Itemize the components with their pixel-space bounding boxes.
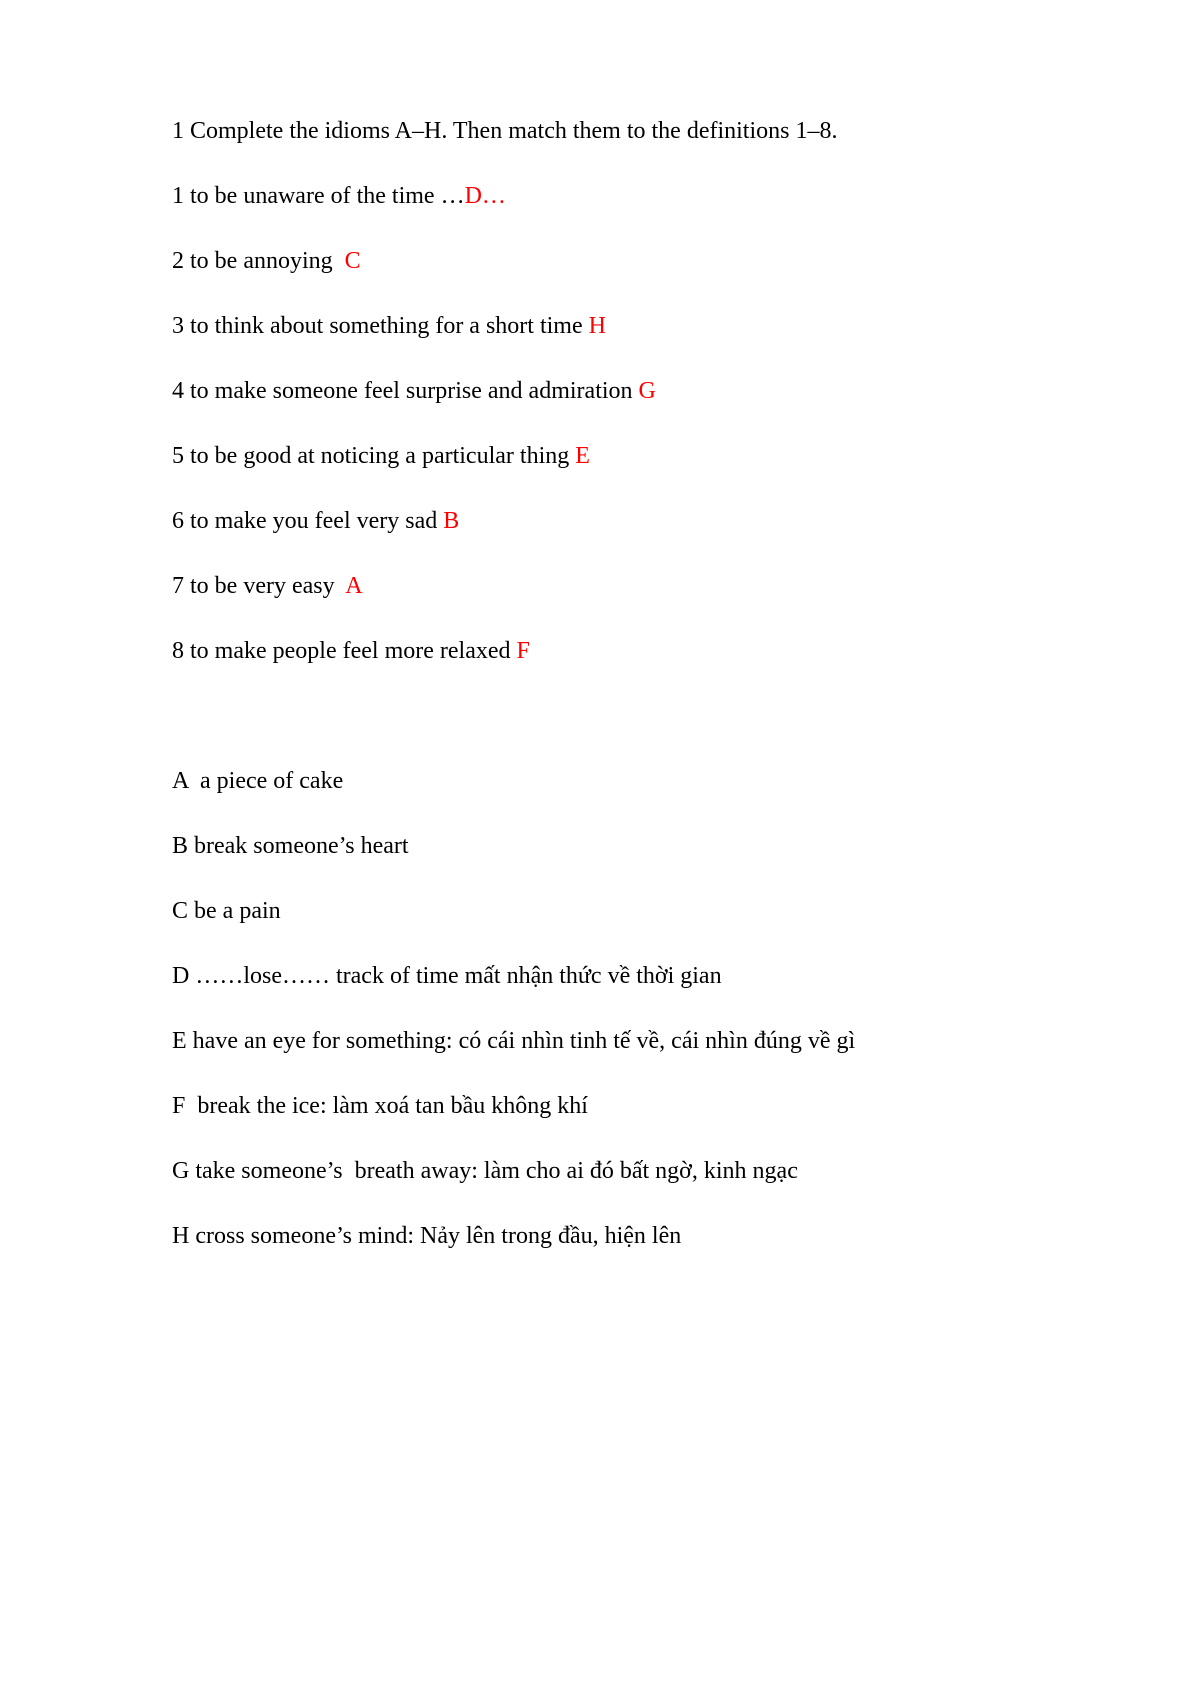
definition-answer: F — [516, 638, 530, 664]
idiom-h: H cross someone’s mind: Nảy lên trong đầu, hiện lên — [172, 1223, 682, 1249]
idiom-c: C be a pain — [172, 898, 281, 924]
definition-text: 6 to make you feel very sad — [172, 508, 444, 534]
definition-text: 2 to be annoying — [172, 248, 345, 274]
definition-text: 7 to be very easy — [172, 573, 346, 599]
definition-answer: B — [443, 508, 460, 534]
idiom-f: F break the ice: làm xoá tan bầu không khí — [172, 1093, 588, 1119]
idiom-d: D ……lose…… track of time mất nhận thức về thời gian — [172, 963, 722, 989]
definition-4 — [172, 376, 656, 406]
exercise-title: 1 Complete the idioms A–H. Then match them to the definitions 1–8. — [172, 118, 838, 144]
definition-1 — [172, 181, 506, 211]
definition-text: 3 to think about something for a short time — [172, 313, 589, 339]
definition-text: 5 to be good at noticing a particular thing — [172, 443, 576, 469]
definition-2 — [172, 246, 361, 276]
definition-answer: D — [464, 183, 482, 209]
definition-answer: A — [345, 573, 363, 599]
idiom-g: G take someone’s breath away: làm cho ai đó bất ngờ, kinh ngạc — [172, 1158, 798, 1184]
idiom-b: B break someone’s heart — [172, 833, 409, 859]
definition-suffix: … — [481, 183, 506, 209]
definition-answer: G — [638, 378, 656, 404]
definition-7 — [172, 571, 363, 601]
definition-text: 4 to make someone feel surprise and admiration — [172, 378, 639, 404]
definition-text: 1 to be unaware of the time … — [172, 183, 465, 209]
definition-5 — [172, 441, 590, 471]
definition-3 — [172, 311, 606, 341]
idiom-e: E have an eye for something: có cái nhìn tinh tế về, cái nhìn đúng về gì — [172, 1028, 856, 1054]
definition-answer: H — [588, 313, 606, 339]
definition-answer: E — [575, 443, 590, 469]
definition-answer: C — [344, 248, 361, 274]
definition-text: 8 to make people feel more relaxed — [172, 638, 517, 664]
definition-8 — [172, 636, 530, 666]
definition-6 — [172, 506, 459, 536]
idiom-a: A a piece of cake — [172, 768, 344, 794]
